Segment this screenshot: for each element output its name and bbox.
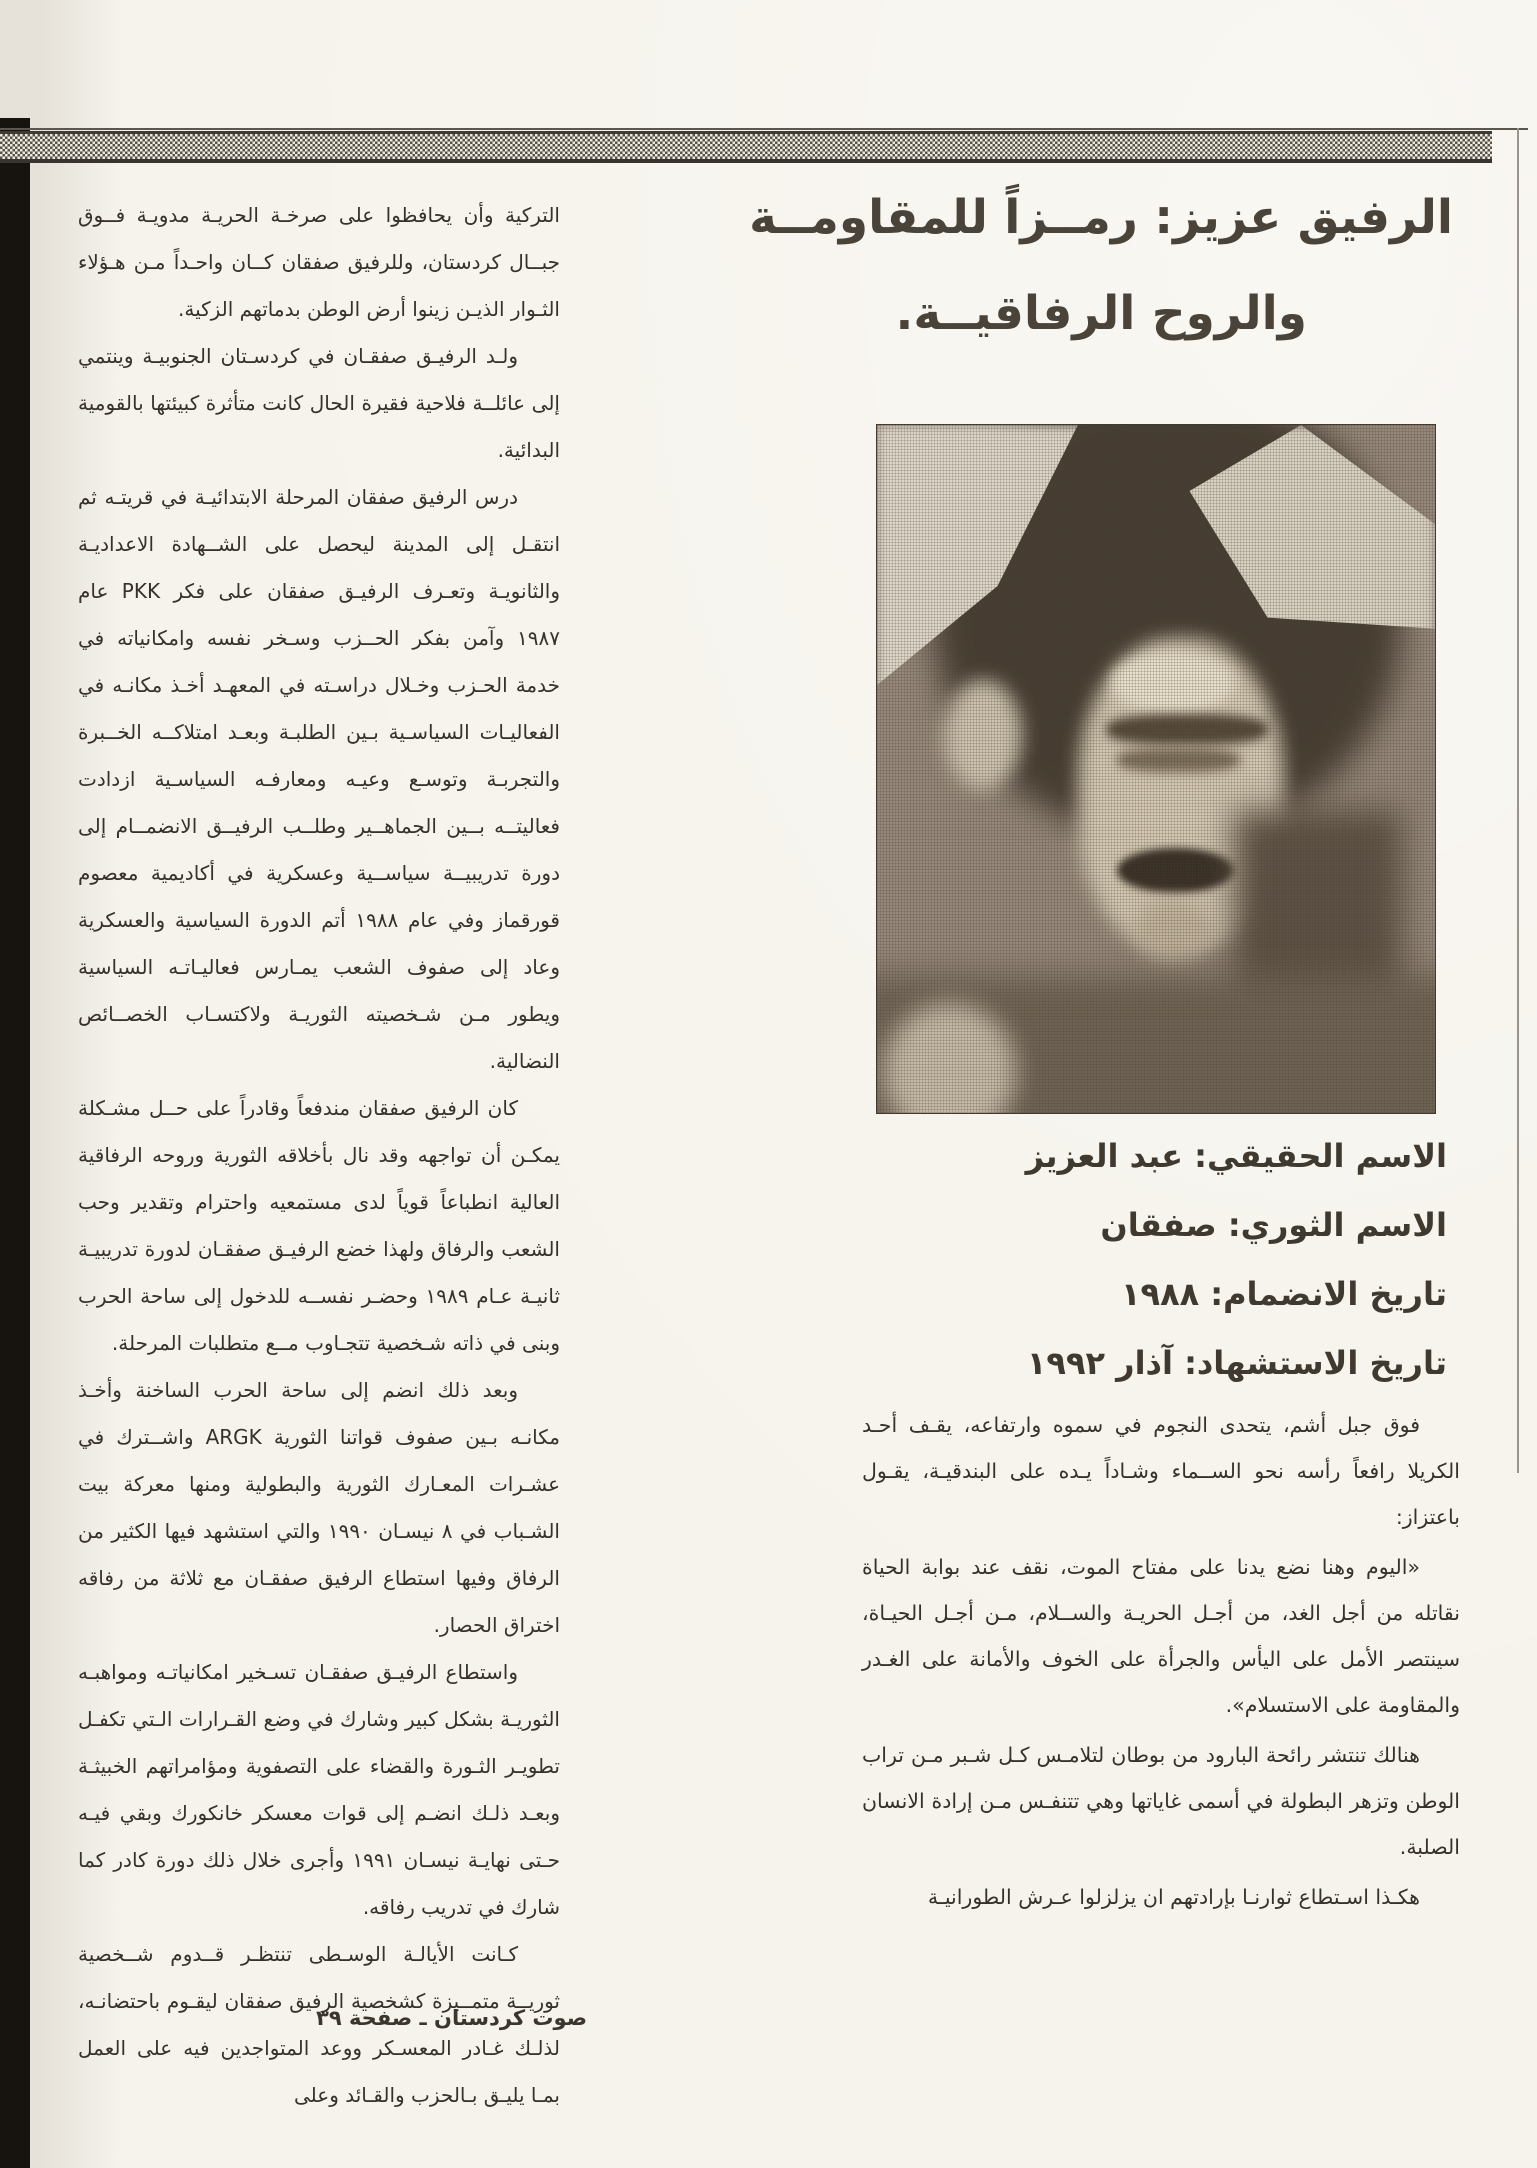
top-rule-line [0,128,1528,130]
martyr-portrait-photo [876,424,1436,1114]
headline-line2: والروح الرفاقيــة. [895,286,1307,341]
body-paragraph: وبعد ذلك انضم إلى ساحة الحرب الساخنة وأخـذ مكانـه بـين صفوف قواتنا الثورية ARGK واشــترك في عشـرات المعـارك الثورية والبطولية ومنها معركة بيت الشـباب في ٨ نيسـان ١٩٩٠ والتي استشهد فيها الكثير من الرفاق وفيها استطاع الرفيق صفقـان مع ثلاثة من رفاقه اختراق الحصار. [78,1378,560,1637]
lead-column [862,1402,1460,1924]
martyr-info-block [807,1122,1447,1398]
quote-paragraph: «اليوم وهنا نضع يدنا على مفتاح الموت، نقف عند بوابة الحياة نقاتله من أجل الغد، من أجـل الحريـة والســلام، مـن أجـل الحيـاة، سينتصر الأمل على اليأس والجرأة على الخوف والأمانة على الغـدر والمقاومة على الاستسلام». [862,1555,1460,1717]
decorative-halftone-band [0,131,1492,163]
body-paragraph: ولـد الرفيـق صفقـان في كردسـتان الجنوبيـة وينتمي إلى عائلــة فلاحية فقيرة الحال كانت متأثرة كبيئتها بالقومية البدائية. [78,344,560,462]
body-paragraph: واستطاع الرفيـق صفقـان تسـخير امكانياتـه ومواهبـه الثوريـة بشكل كبير وشارك في وضع القـرارات الـتي تكفـل تطويـر الثـورة والقضاء على التصفوية ومؤامراتهم الخبيثـة وبعـد ذلـك انضـم إلى قوات معسكر خانكورك وبقي فيـه حـتى نهايـة نيسـان ١٩٩١ وأجرى خلال ذلك دورة كادر كما شارك في تدريب رفاقه. [78,1660,560,1919]
photo-halftone-texture [877,425,1435,1113]
body-paragraph: كان الرفيق صفقان مندفعاً وقادراً على حــل مشـكلة يمكـن أن تواجهه وقد نال بأخلاقه الثورية وروحه الرفاقية العالية انطباعاً قوياً لدى مستمعيه واحترام وتقدير وحب الشعب والرفاق ولهذا خضع الرفيـق صفقـان لدورة تدريبيـة ثانيـة عـام ١٩٨٩ وحضـر نفســه للدخول إلى ساحة الحرب وبنى في ذاته شـخصية تتجـاوب مــع متطلبات المرحلة. [78,1096,561,1355]
continuation-column [78,192,560,2119]
lead-paragraph: هنالك تنتشر رائحة البارود من بوطان لتلامـس كـل شـبر مـن تراب الوطن وتزهر البطولة في أسمى غاياتها وهي تتنفـس مـن إرادة الانسان الصلبة. [862,1743,1460,1859]
lead-paragraph: فوق جبل أشم، يتحدى النجوم في سموه وارتفاعه، يقـف أحـد الكريلا رافعاً رأسه نحو الســماء وشـاداً يـده على البندقيـة، يقـول باعتزاز: [862,1413,1460,1529]
info-join-date: تاريخ الانضمام: ١٩٨٨ [1121,1275,1447,1313]
info-martyrdom-date: تاريخ الاستشهاد: آذار ١٩٩٢ [1026,1344,1447,1382]
page-footer: صوت كردستان ـ صفحة ٣٩ [316,2006,587,2030]
info-real-name: الاسم الحقيقي: عبد العزيز [1025,1137,1447,1175]
scan-left-black-bar [0,118,30,2168]
page-right-edge-line [1517,128,1519,1473]
body-paragraph: التركية وأن يحافظوا على صرخـة الحريـة مدويـة فــوق جبــال كردستان، وللرفيق صفقان كــان واحـداً مـن هـؤلاء الثـوار الذيـن زينوا أرض الوطن بدماتهم الزكية. [78,203,560,321]
info-revolutionary-name: الاسم الثوري: صفقان [1100,1206,1447,1244]
lead-paragraph: هكـذا اسـتطاع ثوارنـا بإرادتهم ان يزلزلوا عـرش الطورانيـة [927,1885,1420,1909]
body-paragraph: كـانت الأيالـة الوسـطى تنتظـر قــدوم شــخصية ثوريــة متمــيزة كشخصية الرفيق صفقان ليقـوم باحتضانـه، لذلـك غـادر المعسـكر ووعد المتواجدين فيه على العمل بمـا يليـق بـالحزب والقـائد وعلى [78,1942,560,2107]
headline-line1: الرفيق عزيز: رمــزاً للمقاومــة [749,190,1453,245]
article-headline [573,170,1453,362]
body-paragraph: درس الرفيق صفقان المرحلة الابتدائيـة في قريتـه ثم انتقـل إلى المدينة ليحصل على الشــهادة الاعداديـة والثانويـة وتعـرف الرفيـق صفقان على فكر PKK عام ١٩٨٧ وآمن بفكر الحــزب وسـخر نفسه وامكانياته في خدمة الحـزب وخـلال دراسـته في المعهـد أخـذ مكانـه في الفعاليـات السياسـية بـين الطلبـة وبعـد امتلاكــه الخــبرة والتجربـة وتوسـع وعيـه ومعارفـه السياسـية ازدادت فعاليتــه بــين الجماهــير وطلــب الرفيــق الانضمــام إلى دورة تدريبيــة سياســية وعسكرية في أكاديمية معصوم قورقماز وفي عام ١٩٨٨ أتم الدورة السياسية والعسكرية وعاد إلى صفوف الشعب يمـارس فعاليـاتـه السياسية ويطور مـن شـخصيته الثوريـة ولاكتسـاب الخصــائص النضالية. [78,485,560,1073]
